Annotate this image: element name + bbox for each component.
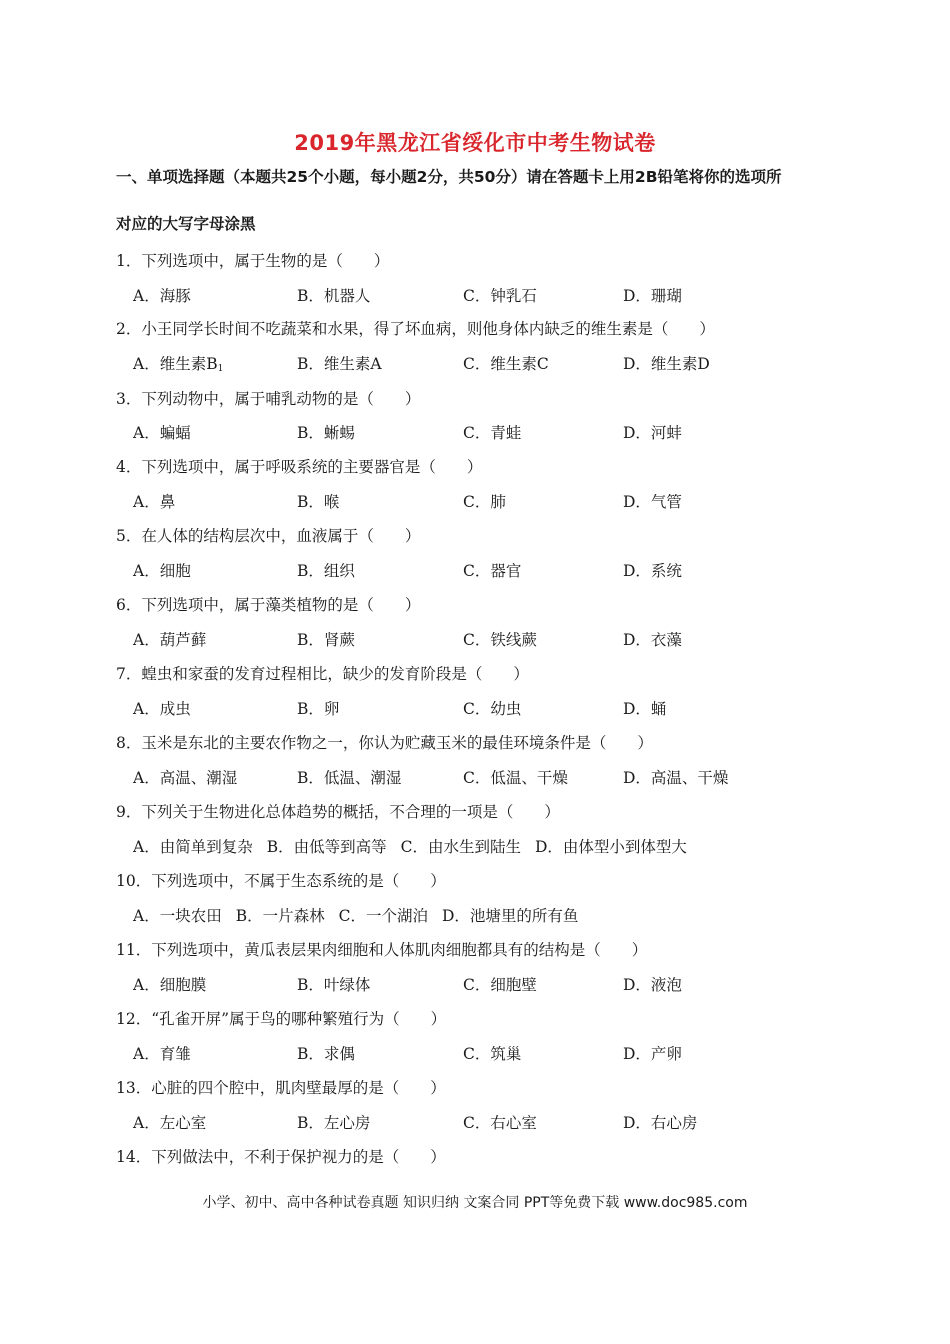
question-11-option-b: B．叶绿体: [297, 976, 371, 994]
exam-title: 2019年黑龙江省绥化市中考生物试卷: [294, 131, 656, 155]
question-3-option-c: C．青蛙: [463, 424, 522, 442]
question-7-option-b: B．卵: [297, 700, 340, 718]
question-7-option-d: D．蛹: [623, 700, 667, 718]
question-9-option-a: A．由简单到复杂: [133, 838, 253, 856]
question-6-option-a: A．葫芦藓: [133, 631, 207, 649]
question-1-option-c: C．钟乳石: [463, 287, 537, 305]
question-3-option-b: B．蜥蜴: [297, 424, 355, 442]
question-2-stem: 2．小王同学长时间不吃蔬菜和水果，得了坏血病，则他身体内缺乏的维生素是（ ）: [116, 320, 715, 338]
question-6-option-d: D．衣藻: [623, 631, 682, 649]
question-9-option-b: B．由低等到高等: [266, 838, 387, 856]
question-1-option-d: D．珊瑚: [623, 287, 682, 305]
question-6-option-b: B．肾蕨: [297, 631, 355, 649]
section-heading-line-1: 一、单项选择题（本题共25个小题，每小题2分，共50分）请在答题卡上用2B铅笔将你的选项所: [116, 168, 782, 186]
question-12-option-d: D．产卵: [623, 1045, 682, 1063]
question-5-option-a: A．细胞: [133, 562, 191, 580]
question-7-stem: 7．蝗虫和家蚕的发育过程相比，缺少的发育阶段是（ ）: [116, 665, 529, 683]
question-1-option-b: B．机器人: [297, 287, 371, 305]
question-8-option-c: C．低温、干燥: [463, 769, 568, 787]
question-11-option-a: A．细胞膜: [133, 976, 207, 994]
question-9-stem: 9．下列关于生物进化总体趋势的概括，不合理的一项是（ ）: [116, 803, 560, 821]
question-11-stem: 11．下列选项中，黄瓜表层果肉细胞和人体肌肉细胞都具有的结构是（ ）: [116, 941, 648, 959]
question-13-option-a: A．左心室: [133, 1114, 207, 1132]
question-10-option-a: A．一块农田: [133, 907, 222, 925]
question-6-option-c: C．铁线蕨: [463, 631, 537, 649]
question-5-option-c: C．器官: [463, 562, 522, 580]
page-footer: 小学、初中、高中各种试卷真题 知识归纳 文案合同 PPT等免费下载 www.doc985.com: [202, 1195, 748, 1211]
question-12-option-a: A．育雏: [133, 1045, 191, 1063]
question-11-option-c: C．细胞壁: [463, 976, 537, 994]
question-10-stem: 10．下列选项中，不属于生态系统的是（ ）: [116, 872, 446, 890]
question-3-stem: 3．下列动物中，属于哺乳动物的是（ ）: [116, 390, 421, 408]
question-13-option-d: D．右心房: [623, 1114, 698, 1132]
question-11-option-d: D．液泡: [623, 976, 682, 994]
question-10-options: [133, 905, 592, 927]
question-2-option-d: D．维生素D: [623, 355, 710, 373]
question-12-stem: 12．“孔雀开屏”属于鸟的哪种繁殖行为（ ）: [116, 1010, 447, 1028]
question-5-option-d: D．系统: [623, 562, 682, 580]
question-10-option-c: C．一个湖泊: [338, 907, 428, 925]
question-4-option-d: D．气管: [623, 493, 682, 511]
question-5-option-b: B．组织: [297, 562, 355, 580]
question-4-option-b: B．喉: [297, 493, 340, 511]
question-2-option-a: [133, 353, 223, 380]
question-8-option-b: B．低温、潮湿: [297, 769, 402, 787]
question-10-option-b: B．一片森林: [235, 907, 325, 925]
question-7-option-a: A．成虫: [133, 700, 191, 718]
question-1-stem: 1．下列选项中，属于生物的是（ ）: [116, 252, 390, 270]
question-8-stem: 8．玉米是东北的主要农作物之一，你认为贮藏玉米的最佳环境条件是（ ）: [116, 734, 653, 752]
question-13-option-b: B．左心房: [297, 1114, 371, 1132]
question-12-option-b: B．求偶: [297, 1045, 355, 1063]
question-6-stem: 6．下列选项中，属于藻类植物的是（ ）: [116, 596, 421, 614]
question-9-option-d: D．由体型小到体型大: [534, 838, 687, 856]
question-8-option-a: A．高温、潮湿: [133, 769, 238, 787]
question-13-stem: 13．心脏的四个腔中，肌肉壁最厚的是（ ）: [116, 1079, 446, 1097]
question-3-option-d: D．河蚌: [623, 424, 682, 442]
question-2-option-c: C．维生素C: [463, 355, 549, 373]
question-14-stem: 14．下列做法中，不利于保护视力的是（ ）: [116, 1148, 446, 1166]
question-9-option-c: C．由水生到陆生: [400, 838, 521, 856]
section-heading-line-2: 对应的大写字母涂黑: [116, 215, 256, 233]
question-2-option-a-subscript: 1: [217, 364, 224, 374]
question-13-option-c: C．右心室: [463, 1114, 537, 1132]
question-1-option-a: A．海豚: [133, 287, 191, 305]
question-5-stem: 5．在人体的结构层次中，血液属于（ ）: [116, 527, 421, 545]
question-4-stem: 4．下列选项中，属于呼吸系统的主要器官是（ ）: [116, 458, 483, 476]
question-10-option-d: D．池塘里的所有鱼: [441, 907, 579, 925]
question-12-option-c: C．筑巢: [463, 1045, 522, 1063]
question-8-option-d: D．高温、干燥: [623, 769, 729, 787]
question-4-option-a: A．鼻: [133, 493, 176, 511]
question-9-options: [133, 836, 701, 858]
question-2-option-a-text: A．维生素B: [133, 355, 218, 373]
question-4-option-c: C．肺: [463, 493, 506, 511]
question-7-option-c: C．幼虫: [463, 700, 522, 718]
question-2-option-b: B．维生素A: [297, 355, 382, 373]
question-3-option-a: A．蝙蝠: [133, 424, 191, 442]
